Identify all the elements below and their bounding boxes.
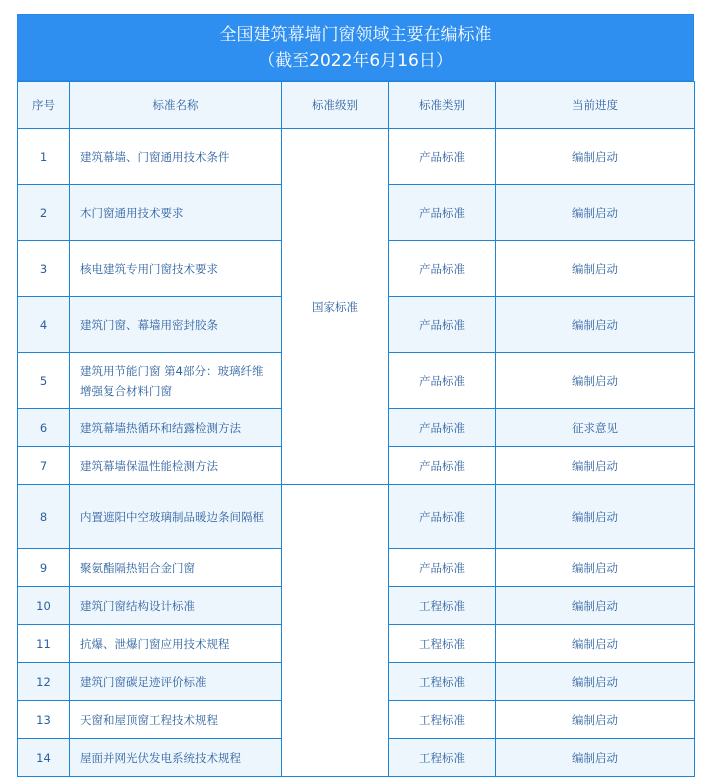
standard-progress: 编制启动 xyxy=(496,485,695,549)
standard-name: 木门窗通用技术要求 xyxy=(70,185,282,241)
standard-category: 产品标准 xyxy=(389,409,496,447)
standard-category: 产品标准 xyxy=(389,353,496,409)
standard-progress: 征求意见 xyxy=(496,409,695,447)
title-line-2: （截至2022年6月16日） xyxy=(258,51,453,71)
standard-category: 产品标准 xyxy=(389,297,496,353)
row-number: 10 xyxy=(18,587,70,625)
standard-progress: 编制启动 xyxy=(496,549,695,587)
row-number: 3 xyxy=(18,241,70,297)
header-progress: 当前进度 xyxy=(496,82,695,129)
standard-category: 产品标准 xyxy=(389,129,496,185)
standard-progress: 编制启动 xyxy=(496,353,695,409)
row-number: 8 xyxy=(18,485,70,549)
standard-progress: 编制启动 xyxy=(496,701,695,739)
header-row xyxy=(18,82,695,129)
row-number: 5 xyxy=(18,353,70,409)
standards-table-container xyxy=(17,14,694,777)
table-row xyxy=(18,129,695,185)
standard-name: 聚氨酯隔热铝合金门窗 xyxy=(70,549,282,587)
standard-progress: 编制启动 xyxy=(496,185,695,241)
standard-category: 产品标准 xyxy=(389,485,496,549)
level-cell-continued xyxy=(282,485,389,777)
standard-progress: 编制启动 xyxy=(496,739,695,777)
header-no: 序号 xyxy=(18,82,70,129)
standard-name: 建筑门窗碳足迹评价标准 xyxy=(70,663,282,701)
row-number: 4 xyxy=(18,297,70,353)
header-category: 标准类别 xyxy=(389,82,496,129)
table-row xyxy=(18,485,695,549)
row-number: 13 xyxy=(18,701,70,739)
standard-name: 建筑幕墙热循环和结露检测方法 xyxy=(70,409,282,447)
row-number: 6 xyxy=(18,409,70,447)
row-number: 14 xyxy=(18,739,70,777)
row-number: 2 xyxy=(18,185,70,241)
standard-progress: 编制启动 xyxy=(496,587,695,625)
header-name: 标准名称 xyxy=(70,82,282,129)
standard-category: 产品标准 xyxy=(389,447,496,485)
header-level: 标准级别 xyxy=(282,82,389,129)
title-line-1: 全国建筑幕墙门窗领域主要在编标准 xyxy=(219,25,492,45)
row-number: 12 xyxy=(18,663,70,701)
standard-category: 产品标准 xyxy=(389,241,496,297)
standard-name: 抗爆、泄爆门窗应用技术规程 xyxy=(70,625,282,663)
row-number: 7 xyxy=(18,447,70,485)
standard-category: 工程标准 xyxy=(389,739,496,777)
table-title xyxy=(17,14,694,81)
standard-name: 核电建筑专用门窗技术要求 xyxy=(70,241,282,297)
standard-name: 建筑用节能门窗 第4部分：玻璃纤维增强复合材料门窗 xyxy=(70,353,282,409)
standard-name: 建筑幕墙保温性能检测方法 xyxy=(70,447,282,485)
standard-name: 建筑门窗结构设计标准 xyxy=(70,587,282,625)
standard-progress: 编制启动 xyxy=(496,447,695,485)
row-number: 11 xyxy=(18,625,70,663)
standard-progress: 编制启动 xyxy=(496,129,695,185)
row-number: 9 xyxy=(18,549,70,587)
standard-category: 产品标准 xyxy=(389,549,496,587)
level-cell-national xyxy=(282,129,389,485)
standard-category: 工程标准 xyxy=(389,587,496,625)
standard-name: 建筑门窗、幕墙用密封胶条 xyxy=(70,297,282,353)
standard-progress: 编制启动 xyxy=(496,297,695,353)
standard-category: 工程标准 xyxy=(389,625,496,663)
standard-name: 屋面并网光伏发电系统技术规程 xyxy=(70,739,282,777)
row-number: 1 xyxy=(18,129,70,185)
standard-name: 建筑幕墙、门窗通用技术条件 xyxy=(70,129,282,185)
standard-progress: 编制启动 xyxy=(496,625,695,663)
standard-category: 工程标准 xyxy=(389,663,496,701)
standard-name: 内置遮阳中空玻璃制品暖边条间隔框 xyxy=(70,485,282,549)
standard-progress: 编制启动 xyxy=(496,241,695,297)
level-text: 国家标准 xyxy=(312,300,358,314)
standard-category: 工程标准 xyxy=(389,701,496,739)
standard-name: 天窗和屋顶窗工程技术规程 xyxy=(70,701,282,739)
standards-table xyxy=(17,81,695,777)
standard-category: 产品标准 xyxy=(389,185,496,241)
standard-progress: 编制启动 xyxy=(496,663,695,701)
